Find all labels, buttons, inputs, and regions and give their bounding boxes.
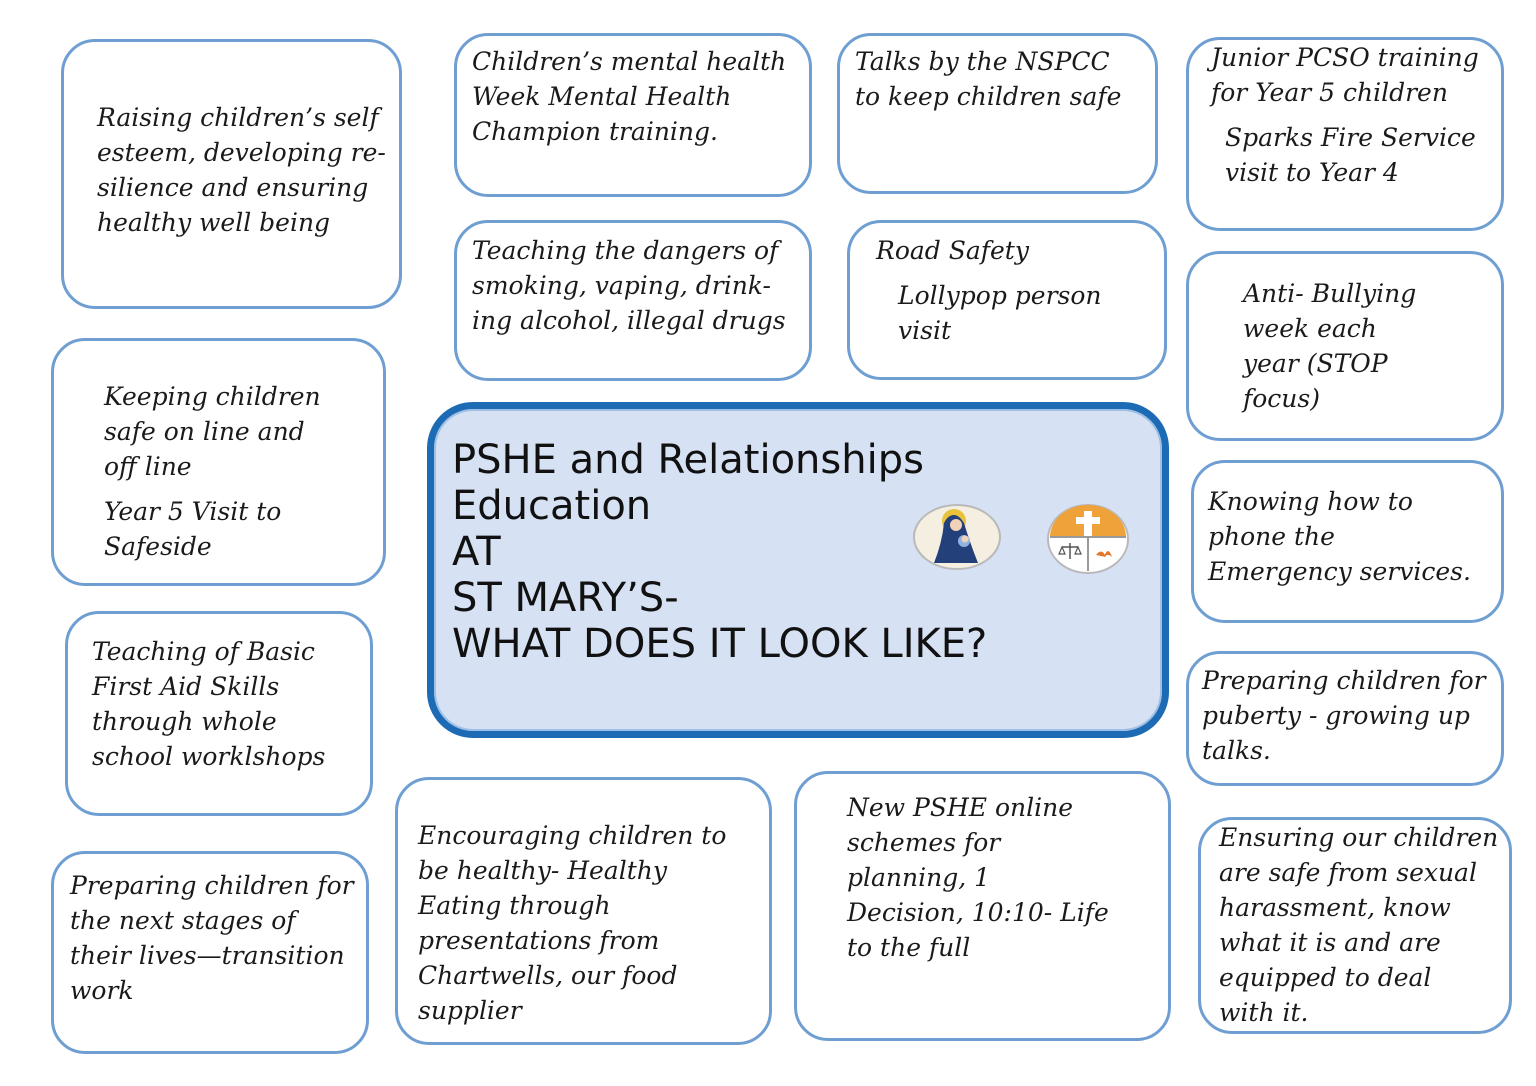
first-aid-box	[65, 611, 373, 816]
harassment-text: Ensuring our children are safe from sexual harassment, know what it is and are equipped to deal with it.	[1219, 823, 1499, 1027]
title-box	[427, 402, 1169, 738]
page-title	[452, 437, 987, 667]
emergency-box	[1191, 460, 1504, 623]
anti-bullying-box	[1186, 251, 1504, 441]
nspcc-box	[837, 33, 1158, 194]
pcso-box	[1186, 37, 1504, 231]
self-esteem-text: Raising children’s self esteem, developing re- silience and ensuring healthy well being	[97, 103, 386, 237]
road-safety-text: Road Safety	[876, 236, 1029, 265]
dangers-box	[454, 220, 812, 381]
mental-health-text: Children’s mental health Week Mental Health Champion training.	[472, 47, 787, 146]
lollypop-text: Lollypop person visit	[898, 281, 1102, 345]
mental-health-box	[454, 33, 812, 197]
pcso-text: Junior PCSO training for Year 5 children	[1211, 43, 1479, 107]
online-schemes-box	[794, 771, 1171, 1041]
transition-box	[51, 851, 369, 1054]
fire-service-text: Sparks Fire Service visit to Year 4	[1225, 123, 1476, 187]
madonna-logo-icon	[912, 503, 1002, 571]
title-line-1: PSHE and Relationships	[452, 437, 924, 483]
anti-bullying-text: Anti- Bullying week each year (STOP focus)	[1243, 279, 1417, 413]
title-line-5: WHAT DOES IT LOOK LIKE?	[452, 621, 988, 667]
online-safety-text: Keeping children safe on line and off line	[104, 382, 321, 481]
healthy-eating-text: Encouraging children to be healthy- Healthy Eating through presentations from Chartwells, our food supplier	[418, 821, 727, 1025]
online-schemes-text: New PSHE online schemes for planning, 1 Decision, 10:10- Life to the full	[847, 793, 1109, 962]
road-safety-box	[847, 220, 1167, 380]
title-line-3: AT	[452, 529, 501, 575]
transition-text: Preparing children for the next stages of their lives—transition work	[70, 871, 354, 1005]
self-esteem-box	[61, 39, 402, 309]
title-line-2: Education	[452, 483, 652, 529]
online-safety-box	[51, 338, 386, 586]
emergency-text: Knowing how to phone the Emergency services.	[1208, 487, 1471, 586]
puberty-text: Preparing children for puberty - growing up talks.	[1202, 666, 1486, 765]
puberty-box	[1186, 651, 1504, 786]
safeside-text: Year 5 Visit to Safeside	[104, 497, 282, 561]
harassment-box	[1198, 817, 1512, 1034]
title-line-4: ST MARY’S-	[452, 575, 679, 621]
first-aid-text: Teaching of Basic First Aid Skills through whole school worklshops	[92, 637, 326, 771]
cross-shield-logo-icon	[1046, 503, 1130, 575]
nspcc-text: Talks by the NSPCC to keep children safe	[855, 47, 1122, 111]
dangers-text: Teaching the dangers of smoking, vaping, drink- ing alcohol, illegal drugs	[472, 236, 786, 335]
healthy-eating-box	[395, 777, 772, 1045]
